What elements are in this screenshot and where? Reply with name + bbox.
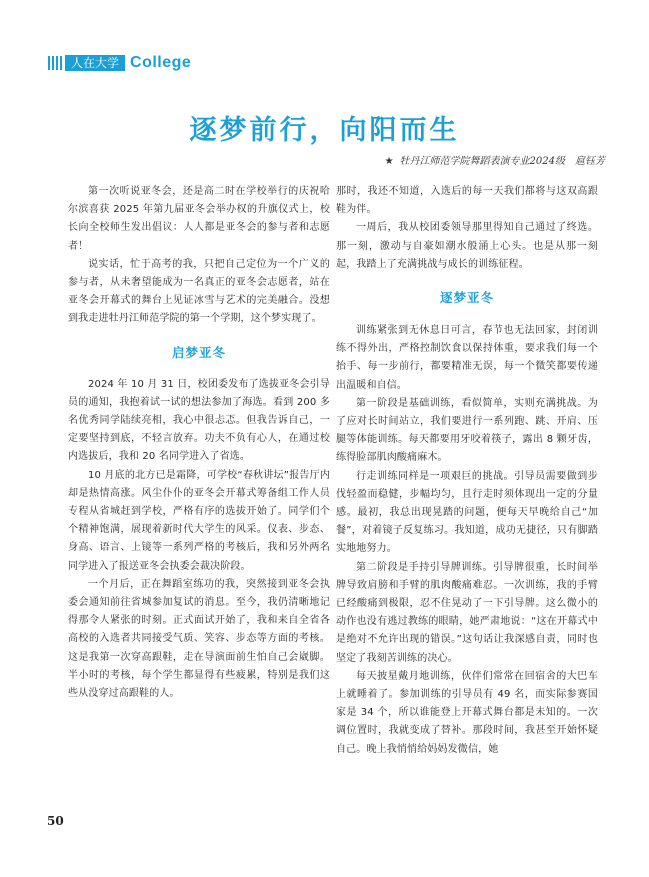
- paragraph: 第一阶段是基础训练，看似简单，实则充满挑战。为了应对长时间站立，我们要进行一系列跑、跳、开肩、压腿等体能训练。每天都要用牙咬着筷子，露出 8 颗牙齿，练得脸部肌肉酸痛麻木。: [336, 397, 598, 464]
- paragraph: 10 月底的北方已是霜降，可学校“春秋讲坛”报告厅内却是热情高涨。风尘仆仆的亚冬会开幕式筹备组工作人员专程从省城赶到学校，严格有序的选拔开始了。同学们个个精神饱满，展现着新时代大学生的风采。仪表、步态、身高、语言、上镜等一系列严格的考核后，我和另外两名同学进入了报送亚冬会执委会裁决阶段。: [68, 469, 330, 572]
- article-title: 逐梦前行，向阳而生: [189, 115, 460, 146]
- right-column: [336, 183, 598, 759]
- paragraph: 一个月后，正在舞蹈室练功的我，突然接到亚冬会执委会通知前往省城参加复试的消息。至今，我仍清晰地记得那令人紧张的时刻。正式面试开始了，我和来自全省各高校的入选者共同接受气质、笑容、步态等方面的考核。这是我第一次穿高跟鞋，走在导演面前生怕自己会崴脚。半小时的考核，每个学生都显得有些疲累，特别是我们这些从没穿过高跟鞋的人。: [68, 578, 330, 700]
- byline-text: 牡丹江师范学院舞蹈表演专业2024级 扈钰芳: [399, 156, 605, 167]
- paragraph: 训练紧张到无休息日可言，春节也无法回家，封闭训练不得外出，严格控制饮食以保持体重，要求我们每一个抬手、每一步前行，都要精准无误，每一个微笑都要传递出温暖和自信。: [336, 325, 598, 391]
- section-tag: 人在大学: [65, 55, 125, 71]
- paragraph: 一周后，我从校团委领导那里得知自己通过了终选。那一刻，激动与自豪如潮水般涌上心头。也是从那一刻起，我踏上了充满挑战与成长的训练征程。: [336, 222, 598, 270]
- star-icon: ★: [384, 156, 394, 167]
- page-number: 50: [47, 814, 64, 828]
- paragraph: 那时，我还不知道，入选后的每一天我们都将与这双高跟鞋为伴。: [336, 186, 598, 216]
- paragraph: 每天披星戴月地训练，伙伴们常常在回宿舍的大巴车上就睡着了。参加训练的引导员有 49 名，而实际参赛国家是 34 个，所以谁能登上开幕式舞台都是未知的。一次调位置时，我就变成了替补。那段时间，我甚至开始怀疑自己。晚上我悄悄给妈妈发微信，她: [336, 670, 598, 755]
- article-byline: [385, 152, 605, 167]
- paragraph: 2024 年 10 月 31 日，校团委发布了选拔亚冬会引导员的通知，我抱着试一试的想法参加了海选。看到 200 多名优秀同学陆续亮相，我心中很忐忑。但我告诉自己，一定要坚持到底，不轻言放弃。功夫不负有心人，在通过校内选拔后，我和 20 名同学进入了省选。: [68, 378, 330, 463]
- left-column: [68, 183, 330, 703]
- paragraph: 说实话，忙于高考的我，只把自己定位为一个广义的参与者，从未奢望能成为一名真正的亚冬会志愿者，站在亚冬会开幕式的舞台上见证冰雪与艺术的完美融合。没想到我走进牡丹江师范学院的第一个学期，这个梦实现了。: [68, 258, 330, 325]
- header-bars-decoration: [48, 56, 62, 70]
- paragraph: 行走训练同样是一项艰巨的挑战。引导员需要做到步伐轻盈而稳健，步幅均匀，且行走时须体现出一定的分量感。最初，我总出现晃踏的问题，便每天早晚给自己“加餐”，对着镜子反复练习。我知道，成功无捷径，只有脚踏实地地努力。: [336, 470, 598, 555]
- section-header: [48, 52, 191, 74]
- section-heading: 启梦亚冬: [171, 344, 226, 360]
- paragraph: 第二阶段是手持引导牌训练。引导牌很重，长时间举牌导致肩膀和手臂的肌肉酸痛难忍。一次训练，我的手臂已经酸痛到极限，忍不住晃动了一下引导牌。这么微小的动作也没有逃过教练的眼睛，她严肃地说：“这在开幕式中是绝对不允许出现的错误。”这句话让我深感自责，同时也坚定了我刻苦训练的决心。: [336, 561, 598, 664]
- paragraph: 第一次听说亚冬会，还是高二时在学校举行的庆祝哈尔滨喜获 2025 年第九届亚冬会举办权的升旗仪式上，校长向全校师生发出倡议：人人都是亚冬会的参与者和志愿者！: [68, 186, 330, 252]
- section-heading: 逐梦亚冬: [439, 290, 494, 306]
- brand-label: College: [130, 54, 192, 71]
